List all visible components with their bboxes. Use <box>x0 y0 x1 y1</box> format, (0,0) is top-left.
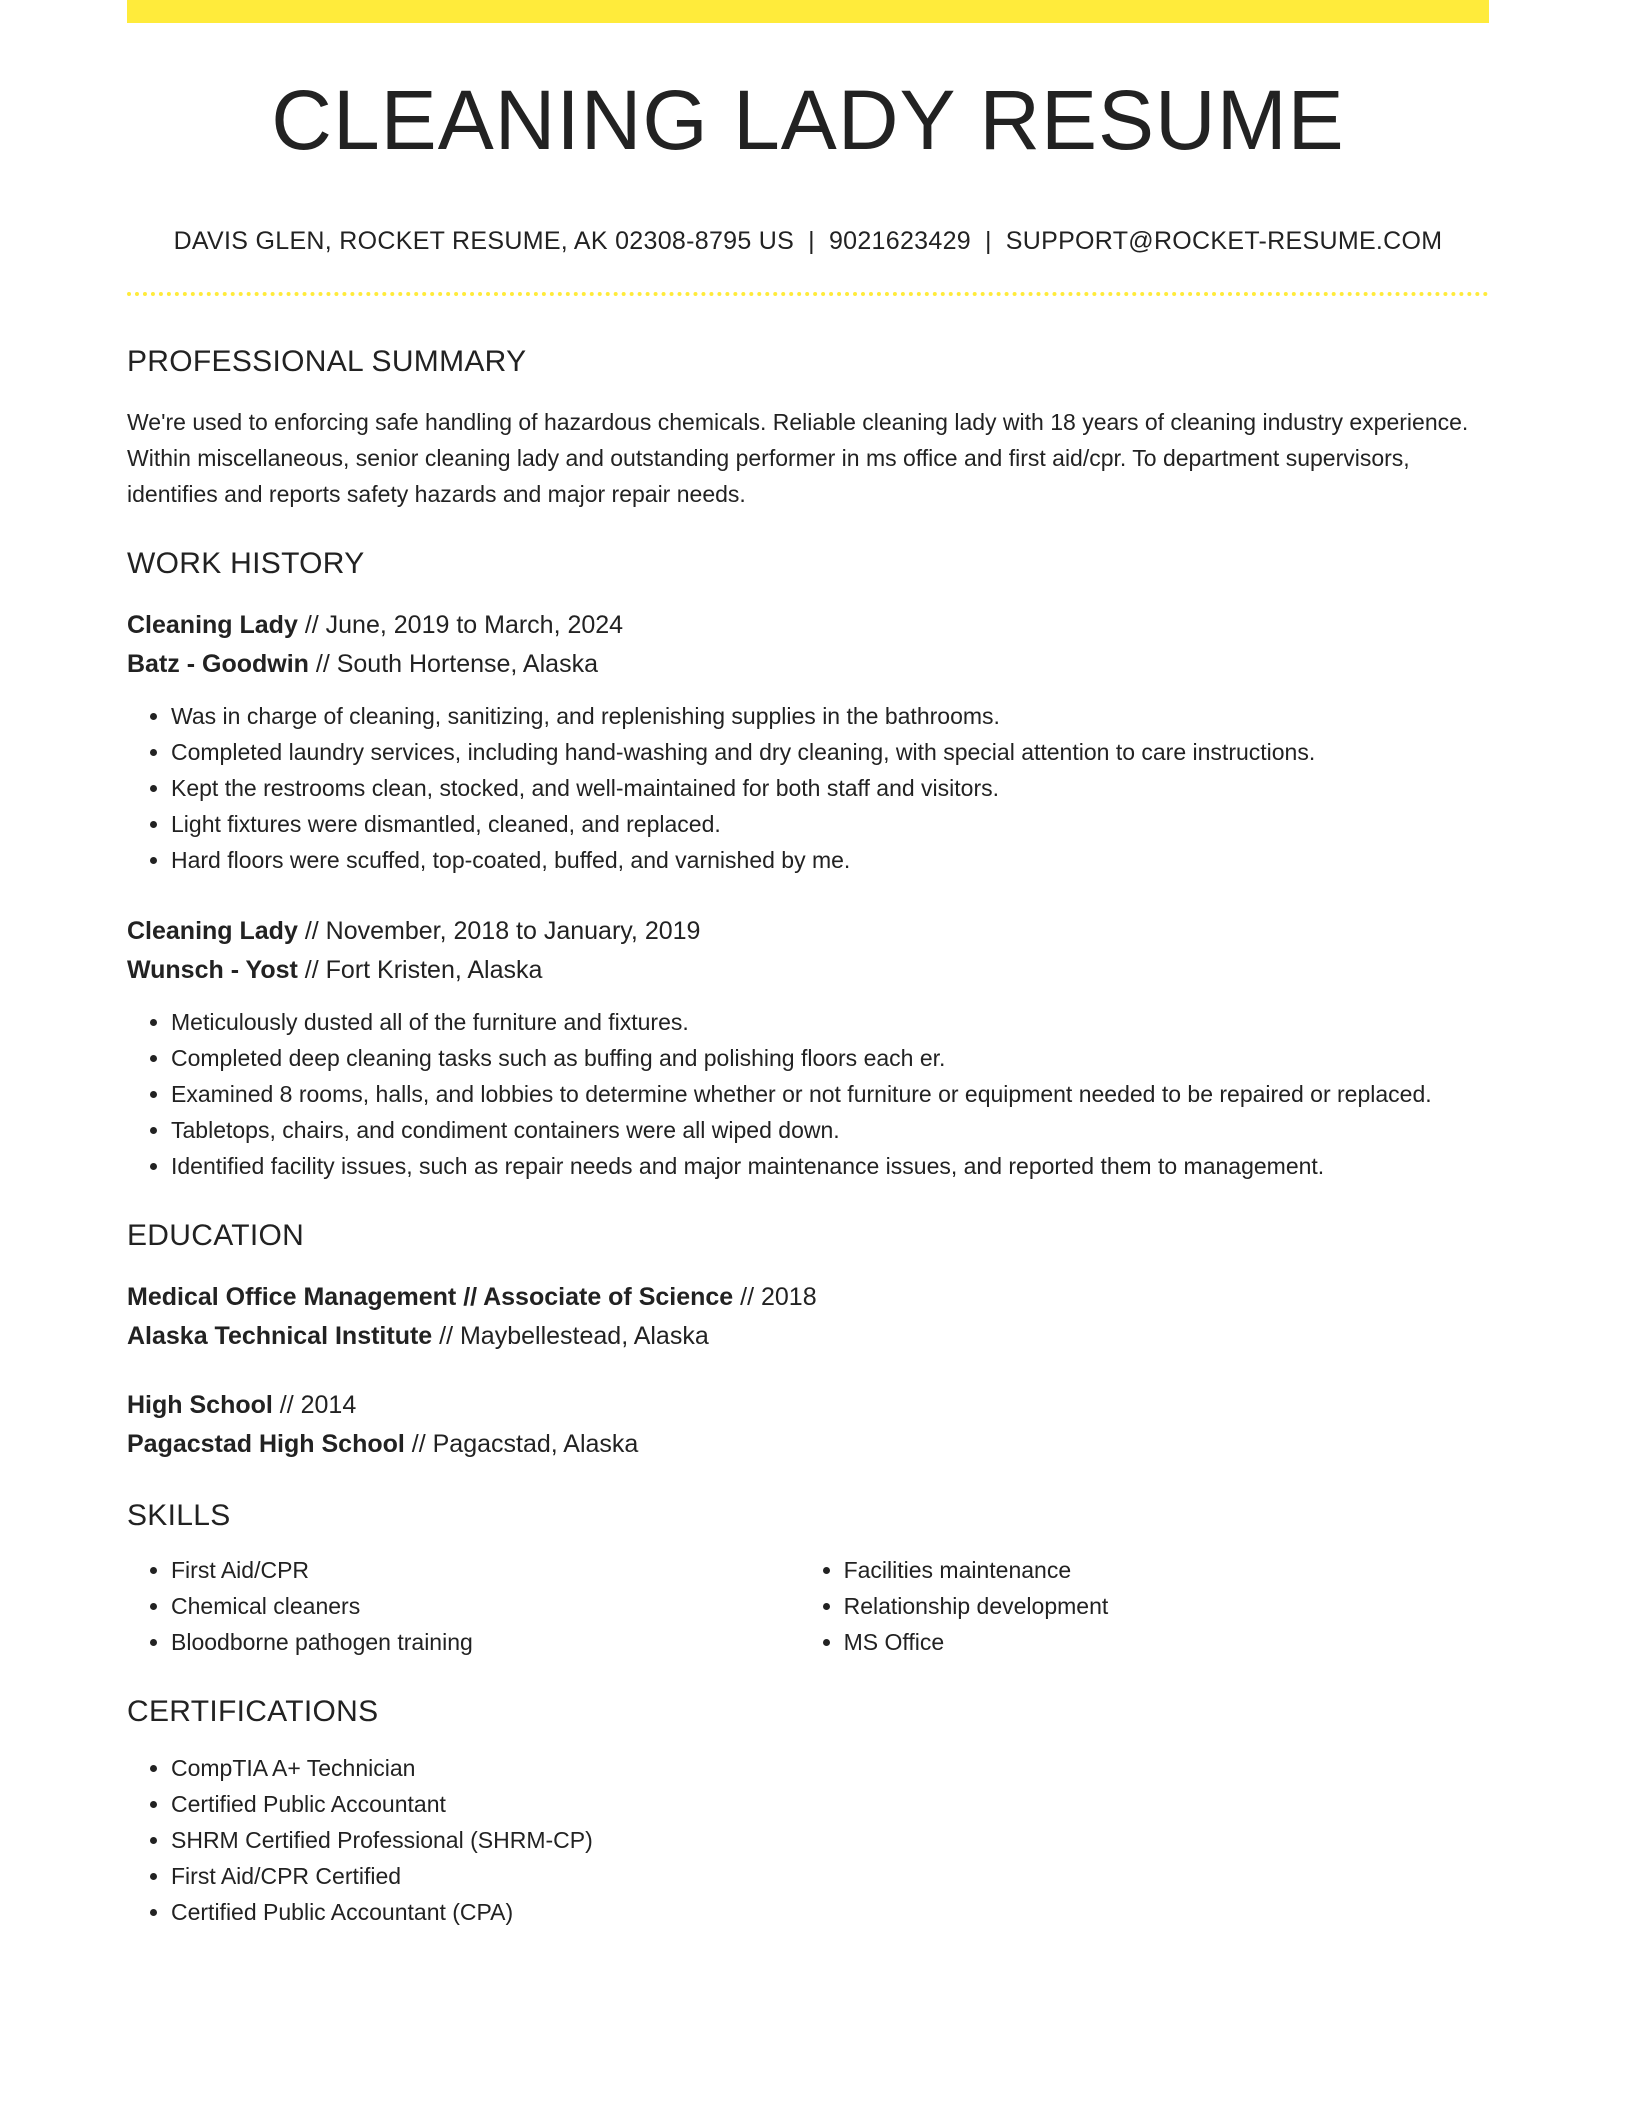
certifications-list <box>127 1750 1489 1930</box>
list-item: • Bloodborne pathogen training <box>171 1624 800 1660</box>
list-item: • Chemical cleaners <box>171 1588 800 1624</box>
contact-line <box>127 226 1489 256</box>
job-bullets <box>127 698 1489 878</box>
education-section <box>127 1218 1489 1464</box>
education-heading: EDUCATION <box>127 1219 305 1252</box>
job-location: // South Hortense, Alaska <box>308 650 598 678</box>
contact-address: DAVIS GLEN, ROCKET RESUME, AK 02308-8795 US <box>173 227 795 255</box>
list-item: • Completed laundry services, including hand-washing and dry cleaning, with special attention to care instructions. <box>171 734 1489 770</box>
certifications-heading: CERTIFICATIONS <box>127 1695 379 1728</box>
skills-section <box>127 1498 1489 1660</box>
list-item: • Certified Public Accountant (CPA) <box>171 1894 1489 1930</box>
list-item: • Tabletops, chairs, and condiment containers were all wiped down. <box>171 1112 1489 1148</box>
degree-year: // 2018 <box>733 1283 817 1311</box>
list-item: • CompTIA A+ Technician <box>171 1750 1489 1786</box>
list-item: • Light fixtures were dismantled, cleaned, and replaced. <box>171 806 1489 842</box>
job-dates: // June, 2019 to March, 2024 <box>297 611 624 639</box>
list-item: • SHRM Certified Professional (SHRM-CP) <box>171 1822 1489 1858</box>
summary-text: We're used to enforcing safe handling of hazardous chemicals. Reliable cleaning lady with 18 years of cleaning industry experience. Within miscellaneous, senior cleaning lady and outstanding performer in ms office and first aid/cpr. To department supervisors, identifies and reports safety hazards and major repair needs. <box>127 409 1469 507</box>
school-line <box>127 1317 1489 1356</box>
resume-page <box>127 0 1489 1930</box>
school: Alaska Technical Institute <box>127 1322 433 1350</box>
education-entry <box>127 1278 1489 1356</box>
list-item: • Kept the restrooms clean, stocked, and well-maintained for both staff and visitors. <box>171 770 1489 806</box>
job-title: Cleaning Lady <box>127 611 298 639</box>
job-company: Batz - Goodwin <box>127 650 309 678</box>
skills-right-column <box>800 1552 1489 1660</box>
resume-title: CLEANING LADY RESUME <box>271 73 1345 167</box>
list-item: • Was in charge of cleaning, sanitizing, and replenishing supplies in the bathrooms. <box>171 698 1489 734</box>
school-location: // Maybellestead, Alaska <box>432 1322 709 1350</box>
list-item: • MS Office <box>844 1624 1489 1660</box>
contact-email: SUPPORT@ROCKET-RESUME.COM <box>1005 227 1443 255</box>
school-line <box>127 1425 1489 1464</box>
dotted-divider <box>127 292 1489 296</box>
list-item: • Facilities maintenance <box>844 1552 1489 1588</box>
work-history-heading: WORK HISTORY <box>127 547 365 580</box>
skills-left-column <box>127 1552 800 1660</box>
degree-line <box>127 1278 1489 1317</box>
job-title-line <box>127 912 1489 951</box>
certifications-section <box>127 1694 1489 1930</box>
contact-separator: | <box>808 227 815 255</box>
contact-phone: 9021623429 <box>828 227 971 255</box>
job-location: // Fort Kristen, Alaska <box>297 956 543 984</box>
list-item: • Completed deep cleaning tasks such as buffing and polishing floors each er. <box>171 1040 1489 1076</box>
list-item: • Meticulously dusted all of the furniture and fixtures. <box>171 1004 1489 1040</box>
degree-year: // 2014 <box>272 1391 357 1419</box>
job-company-line <box>127 645 1489 684</box>
list-item: • Hard floors were scuffed, top-coated, buffed, and varnished by me. <box>171 842 1489 878</box>
work-history-section <box>127 546 1489 1184</box>
job-dates: // November, 2018 to January, 2019 <box>297 917 701 945</box>
job-bullets <box>127 1004 1489 1184</box>
skills-columns <box>127 1552 1489 1660</box>
contact-separator: | <box>984 227 992 255</box>
school-location: // Pagacstad, Alaska <box>404 1430 639 1458</box>
accent-top-bar <box>127 0 1489 23</box>
summary-section <box>127 344 1489 512</box>
list-item: • First Aid/CPR <box>171 1552 800 1588</box>
job-company: Wunsch - Yost <box>127 956 298 984</box>
list-item: • Certified Public Accountant <box>171 1786 1489 1822</box>
degree: Medical Office Management // Associate of Science <box>127 1283 734 1311</box>
job-company-line <box>127 951 1489 990</box>
summary-heading: PROFESSIONAL SUMMARY <box>127 345 527 378</box>
list-item: • First Aid/CPR Certified <box>171 1858 1489 1894</box>
list-item: • Relationship development <box>844 1588 1489 1624</box>
job-title-line <box>127 606 1489 645</box>
list-item: • Identified facility issues, such as repair needs and major maintenance issues, and reported them to management. <box>171 1148 1489 1184</box>
list-item: • Examined 8 rooms, halls, and lobbies to determine whether or not furniture or equipment needed to be repaired or replaced. <box>171 1076 1489 1112</box>
job-title: Cleaning Lady <box>127 917 298 945</box>
skills-heading: SKILLS <box>127 1499 231 1532</box>
degree: High School <box>127 1391 273 1419</box>
job-entry <box>127 912 1489 1184</box>
school: Pagacstad High School <box>127 1430 405 1458</box>
degree-line <box>127 1386 1489 1425</box>
job-entry <box>127 606 1489 878</box>
education-entry <box>127 1386 1489 1464</box>
